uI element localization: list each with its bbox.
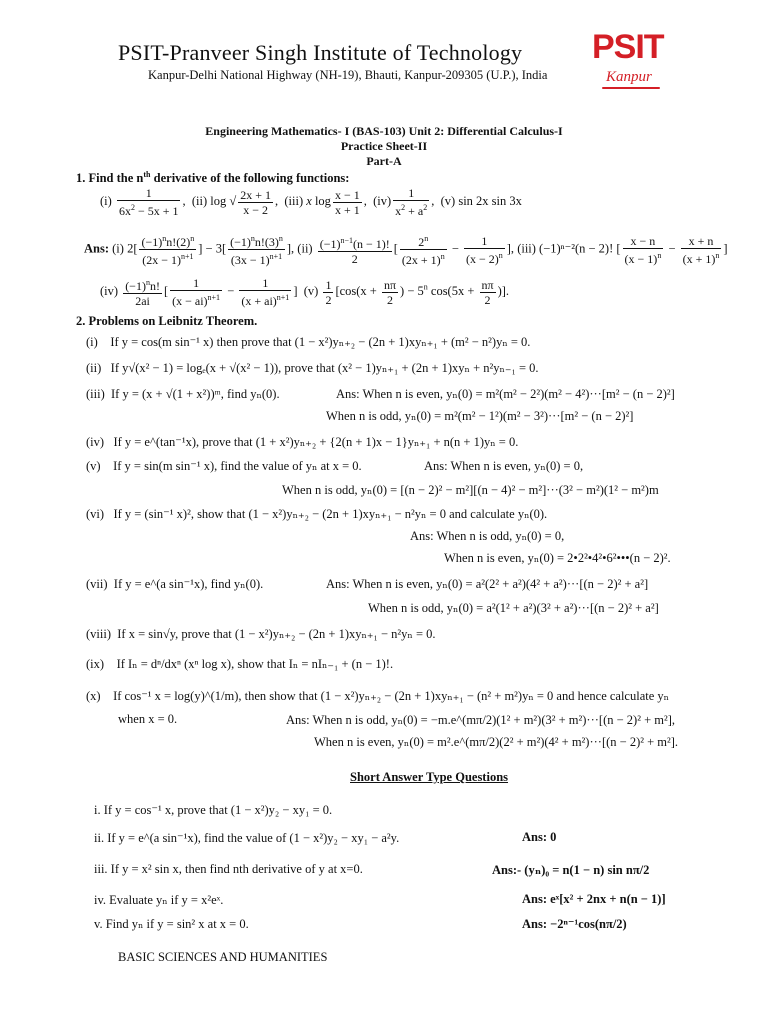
q2-item-vi: (vi) If y = (sin⁻¹ x)², show that (1 − x²)yₙ₊₂ − (2n + 1)xyₙ₊₁ − n²yₙ = 0 and calculate yₙ(0). [86,507,548,521]
institute-name: PSIT-Pranveer Singh Institute of Technology [118,40,523,65]
q2-answer-vii-b: When n is odd, yₙ(0) = a²(1² + a²)(3² + a²)···[(n − 2)² + a²] [368,601,659,615]
q2-answer-v-b: When n is odd, yₙ(0) = [(n − 2)² − m²][(n − 4)² − m²]···(3² − m²)(1² − m²)m [282,483,659,497]
q1-answer-row1: Ans: (i) 2[ $\frac{(-1)^nn!(2)^n}{(2x - 1)^{n+1}}$ ] − 3[ $\frac{(-1)^nn!(3)^n}{(3x - 1)^{n+1}}$ ], (ii) $\frac{(-1)^{n-1}(n - 1)!}{2}$ [ $\frac{2^n}{(2x + 1)^n}$ − $\frac{1}{(x - 2)^n}$ ], (iii) (−1)ⁿ⁻²(n − 2)! [ $\frac{x - n}{(x - 1)^n}$ − $\frac{x + n}{(x + 1)^n}$ ] [84,233,728,267]
logo-underline [602,87,660,89]
q1-answer-row2: (iv) $\frac{(-1)^nn!}{2ai}$ [ $\frac{1}{(x - ai)^{n+1}}$ − $\frac{1}{(x + ai)^{n+1}}$ ] (v) $\frac{1}{2}$ [cos(x + $\frac{n\pi}{2}$ ) − $5^n$ cos(5x + $\frac{n\pi}{2}$ )]. [100,276,510,308]
q2-item-ix: (ix) If Iₙ = dⁿ/dxⁿ (xⁿ log x), show that Iₙ = nIₙ₋₁ + (n − 1)!. [86,657,394,671]
q2-item-ii: (ii) If y√(x² − 1) = logₑ(x + √(x² − 1)), prove that (x² − 1)yₙ₊₁ + (2n + 1)xyₙ + n²yₙ₋₁ = 0. [86,361,539,375]
q1-heading: 1. Find the $n^{th}$ derivative of the following functions: [76,170,350,186]
q2-x-when: when x = 0. [118,712,178,726]
q2-answer-vi-b: When n is even, yₙ(0) = 2•2²•4²•6²•••(n − 2)². [444,551,671,565]
footer-department: BASIC SCIENCES AND HUMANITIES [118,950,328,964]
q2-item-v: (v) If y = sin(m sin⁻¹ x), find the value of yₙ at x = 0. [86,459,362,473]
institute-address: Kanpur-Delhi National Highway (NH-19), Bhauti, Kanpur-209305 (U.P.), India [148,68,548,82]
q1-item-iii: (iii) [284,193,304,208]
q2-item-x: (x) If cos⁻¹ x = log(y)^(1/m), then show that (1 − x²)yₙ₊₂ − (2n + 1)xyₙ₊₁ − (n² + m²)yₙ = 0 and hence calculate yₙ [86,689,670,703]
sheet-title: Practice Sheet-II [340,139,428,153]
q2-answer-vii-a: Ans: When n is even, yₙ(0) = a²(2² + a²)(4² + a²)···[(n − 2)² + a²] [326,577,649,591]
part-title: Part-A [366,154,402,168]
short-q-iii: iii. If y = x² sin x, then find nth derivative of y at x=0. [94,862,363,876]
q1-item-v: (v) sin 2x sin 3x [440,193,522,208]
short-q-i: i. If y = cos⁻¹ x, prove that (1 − x²)y₂ − xy₁ = 0. [94,803,333,817]
q2-answer-iii-b: When n is odd, yₙ(0) = m²(m² − 1²)(m² − 3²)···[m² − (n − 2)²] [326,409,634,423]
q1-functions: (i) $\frac{1}{6x^2 - 5x + 1}$ , (ii) log √ $\frac{2x + 1}{x - 2}$ , (iii) x log $\frac{x - 1}{x + 1}$ , (iv) $\frac{1}{x^2 + a^2}$ , (v) sin 2x sin 3x [100,186,522,218]
short-a-ii: Ans: 0 [522,830,557,844]
q1-item-i: (i) [100,193,112,208]
q2-item-viii: (viii) If x = sin√y, prove that (1 − x²)yₙ₊₂ − (2n + 1)xyₙ₊₁ − n²yₙ = 0. [86,627,436,641]
q2-answer-vi-a: Ans: When n is odd, yₙ(0) = 0, [410,529,565,543]
short-q-v: v. Find yₙ if y = sin² x at x = 0. [94,917,249,931]
q2-item-iv: (iv) If y = e^(tan⁻¹x), prove that (1 + x²)yₙ₊₂ + {2(n + 1)x − 1}yₙ₊₁ + n(n + 1)yₙ = 0. [86,435,519,449]
q2-item-i: (i) If y = cos(m sin⁻¹ x) then prove that (1 − x²)yₙ₊₂ − (2n + 1)xyₙ₊₁ + (m² − n²)yₙ = 0. [86,335,531,349]
psit-logo [592,28,670,94]
short-q-ii: ii. If y = e^(a sin⁻¹x), find the value of (1 − x²)y₂ − xy₁ − a²y. [94,831,400,845]
logo-text: PSIT [592,28,664,66]
q1-item-ii: (ii) log [191,193,227,208]
q2-answer-x-a: Ans: When n is odd, yₙ(0) = −m.e^(mπ/2)(1² + m²)(3² + m²)···[(n − 2)² + m²], [286,713,676,727]
q2-answer-iii-a: Ans: When n is even, yₙ(0) = m²(m² − 2²)(m² − 4²)···[m² − (n − 2)²] [336,387,675,401]
logo-subtext: Kanpur [606,69,652,85]
short-answer-heading: Short Answer Type Questions [350,770,509,784]
short-a-v: Ans: −2ⁿ⁻¹cos(nπ/2) [522,917,627,931]
q2-item-iii: (iii) If y = (x + √(1 + x²))ᵐ, find yₙ(0). [86,387,280,401]
short-q-iv: iv. Evaluate yₙ if y = x²eˣ. [94,893,224,907]
short-a-iv: Ans: eˣ[x² + 2nx + n(n − 1)] [522,892,666,906]
course-title: Engineering Mathematics- I (BAS-103) Unit 2: Differential Calculus-I [205,124,563,138]
q2-heading: 2. Problems on Leibnitz Theorem. [76,314,258,328]
q2-answer-v-a: Ans: When n is even, yₙ(0) = 0, [424,459,584,473]
q2-answer-x-b: When n is even, yₙ(0) = m².e^(mπ/2)(2² + m²)(4² + m²)···[(n − 2)² + m²]. [314,735,679,749]
q1-item-iv: (iv) [373,193,392,208]
short-a-iii: Ans:- (yₙ)₀ = n(1 − n) sin nπ/2 [492,863,650,877]
q2-item-vii: (vii) If y = e^(a sin⁻¹x), find yₙ(0). [86,577,264,591]
